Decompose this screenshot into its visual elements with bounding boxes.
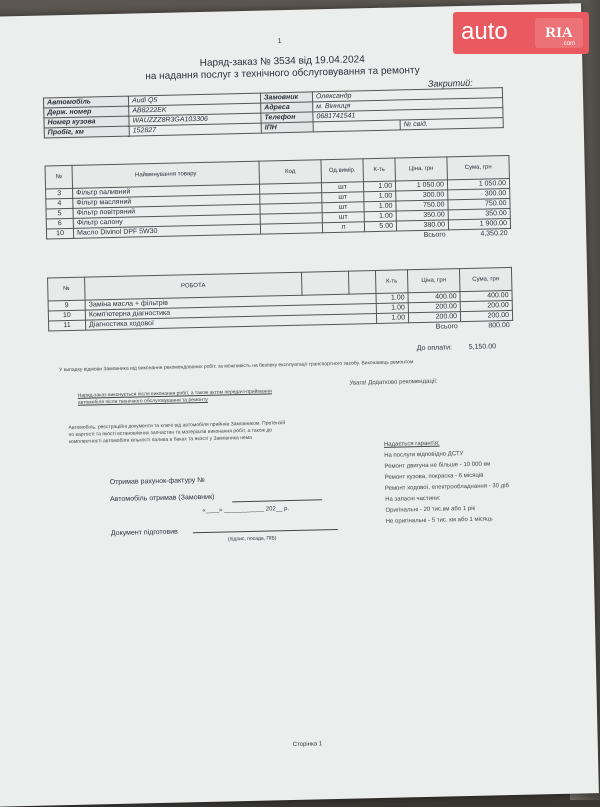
- goods-total-label: Всього: [423, 231, 446, 239]
- goods-header: Од.вимір.: [321, 159, 364, 183]
- cell: 10: [46, 228, 73, 239]
- guarantee-line: Ремонт кузова, покраска - 6 місяців: [384, 472, 484, 481]
- cell: 9: [48, 300, 85, 311]
- signature-caption: (підпис, посада, ПІБ): [227, 535, 277, 543]
- goods-header: Сума, грн: [447, 155, 510, 179]
- signature-line: [232, 499, 322, 502]
- cell: 1.00: [364, 191, 396, 202]
- guarantee-title: Надається гарантія:: [383, 440, 440, 448]
- cell: 5: [46, 208, 73, 219]
- cell: 400.00: [460, 290, 512, 301]
- cell: 750.00: [448, 198, 510, 209]
- cell: 1 050.00: [447, 178, 509, 189]
- cell: шт: [322, 192, 364, 203]
- page-number: 1: [277, 38, 282, 46]
- works-header: [348, 271, 376, 295]
- phone-label: Телефон: [261, 112, 313, 123]
- cell: Комп'ютерна діагностика: [85, 304, 376, 321]
- mileage-value: 152827: [129, 123, 261, 136]
- ipn-label: ІПН: [261, 122, 313, 133]
- cell: 1.00: [376, 293, 408, 304]
- customer-value: Олександр: [312, 88, 502, 102]
- works-header: К-ть: [375, 270, 408, 294]
- cell: 380.00: [396, 220, 448, 231]
- goods-header: Найменування товару: [72, 161, 259, 188]
- agreement-text: Наряд-заказ виконується після виконання робіт, а також актом передачі-приймання автомобіля після технічного обслуговування та ремонту: [77, 388, 272, 406]
- cell: Масло Divinol DPF 5W30: [73, 224, 260, 238]
- cell: 6: [46, 218, 73, 229]
- autoria-logo: [453, 12, 589, 54]
- car-value: Audi Q5: [128, 93, 260, 106]
- cell: 300.00: [448, 188, 510, 199]
- cell: шт: [322, 202, 364, 213]
- ria-badge-icon: [535, 18, 583, 48]
- cert-label: № свід.: [400, 118, 503, 130]
- cell: 10: [48, 310, 85, 321]
- cell: 1 050.00: [395, 180, 447, 191]
- cell: 350.00: [448, 208, 510, 219]
- cell: 350.00: [396, 210, 448, 221]
- acceptance-text: Автомобіль, реєстраційні документи та ключі від автомобіля прийняв Замовником. Претензій по вартості та якості встановлених запчастин та матеріалів виконання робіт, а також до комплектності автомобіля кількості палива в баках та якості у Замовника нема: [68, 420, 286, 446]
- ria-domain: .com: [561, 41, 575, 47]
- vin-label: Номер кузова: [44, 116, 129, 128]
- goods-table: [45, 155, 512, 249]
- disclaimer-text: У випадку відмови Замовника від виконання рекомендованих робіт, за можливість на безпеку експлуатації транспортного засобу. Виконавець ремонтом: [59, 359, 414, 374]
- cell: 1.00: [364, 201, 396, 212]
- cell: Фільтр масляний: [73, 194, 260, 208]
- guarantee-line: Ремонт ходової, електрообладнання - 30 діб: [384, 483, 510, 492]
- works-total-label: Всього: [435, 323, 458, 331]
- goods-total-value: 4,350.20: [480, 230, 508, 238]
- vin-value: WAUZZZ8R3GA103306: [129, 113, 261, 126]
- guarantee-line: Ремонт двигуна не більше - 10 000 км: [384, 461, 491, 470]
- prepared-signature-line: [193, 529, 338, 533]
- closed-label: Закритий:: [427, 77, 473, 89]
- address-value: м. Вінниця: [313, 98, 503, 112]
- cell: 1.00: [363, 181, 395, 192]
- car-label: Автомобіль: [43, 96, 128, 108]
- works-header: Сума, грн: [459, 267, 512, 291]
- works-total-value: 800.00: [488, 321, 510, 330]
- cell: 300.00: [396, 190, 448, 201]
- date-line: «____» ____________ 202__ р.: [202, 506, 290, 515]
- cell: 3: [46, 188, 73, 199]
- cell: 1.00: [376, 313, 408, 324]
- cell: шт: [322, 212, 364, 223]
- warning-text: Увага! Додатково рекомендації:: [349, 378, 438, 387]
- cell: 200.00: [460, 300, 512, 311]
- cell: л: [322, 222, 364, 233]
- cell: 200.00: [408, 312, 460, 323]
- guarantee-line: На послуги відповідно ДСТУ: [384, 451, 464, 459]
- cell: Фільтр паливний: [73, 184, 260, 198]
- cell: 200.00: [408, 302, 460, 313]
- cell: шт: [321, 182, 363, 193]
- works-header: №: [48, 277, 86, 301]
- cell: 400.00: [408, 292, 460, 303]
- document-title: Наряд-заказ № 3534 від 19.04.2024: [199, 54, 365, 69]
- document-subtitle: на надання послуг з технічного обслуговування та ремонту: [145, 64, 420, 83]
- cell: Фільтр повітряний: [73, 204, 260, 218]
- cell: 750.00: [396, 200, 448, 211]
- works-table: [47, 267, 513, 341]
- works-header: [301, 271, 349, 295]
- mileage-label: Пробіг, км: [44, 126, 129, 138]
- cell: 1.00: [364, 211, 396, 222]
- goods-header: Ціна, грн: [395, 157, 448, 181]
- goods-header: Код: [259, 160, 322, 184]
- cell: Заміна масла + фільтрів: [85, 294, 376, 311]
- cell: Фільтр салону: [73, 214, 260, 228]
- doc-prepared-label: Документ підготовив: [110, 528, 178, 538]
- customer-label: Замовник: [260, 92, 312, 103]
- ria-text: RIA: [545, 25, 573, 41]
- cell: 200.00: [460, 310, 512, 321]
- cell: Діагностика ходової: [86, 314, 377, 331]
- car-received-label: Автомобіль отримав (Замовник): [110, 493, 215, 504]
- guarantee-block: [384, 436, 536, 527]
- info-table: [43, 87, 504, 138]
- cell: 1.00: [376, 303, 408, 314]
- guarantee-line: Оригінальні - 20 тис.км або 1 рік: [385, 505, 476, 514]
- page-footer: Сторінка 1: [292, 741, 323, 749]
- guarantee-line: Не оригінальні - 5 тис. км або 1 місяць: [385, 516, 493, 525]
- to-pay-label: До оплати:: [416, 344, 453, 353]
- goods-header: №: [45, 165, 73, 189]
- plate-value: AB8222EK: [129, 103, 261, 116]
- invoice-label: Отримав рахунок-фактуру №: [109, 476, 205, 487]
- cell: 5.00: [364, 221, 396, 232]
- ipn-value: [313, 120, 400, 132]
- works-header: РОБОТА: [85, 272, 302, 300]
- address-label: Адреса: [261, 102, 313, 113]
- to-pay-value: 5,150.00: [468, 343, 497, 351]
- goods-header: К-ть: [363, 158, 396, 182]
- phone-value: 0681741541: [313, 108, 503, 122]
- cell: 4: [46, 198, 73, 209]
- guarantee-line: На запасні частини:: [385, 495, 441, 503]
- cell: 11: [49, 320, 86, 331]
- works-header: Ціна, грн: [407, 269, 460, 293]
- document-sheet: [0, 3, 599, 806]
- logo-text: auto: [461, 18, 508, 45]
- cell: 1 900.00: [448, 218, 510, 229]
- plate-label: Держ. номер: [44, 106, 129, 118]
